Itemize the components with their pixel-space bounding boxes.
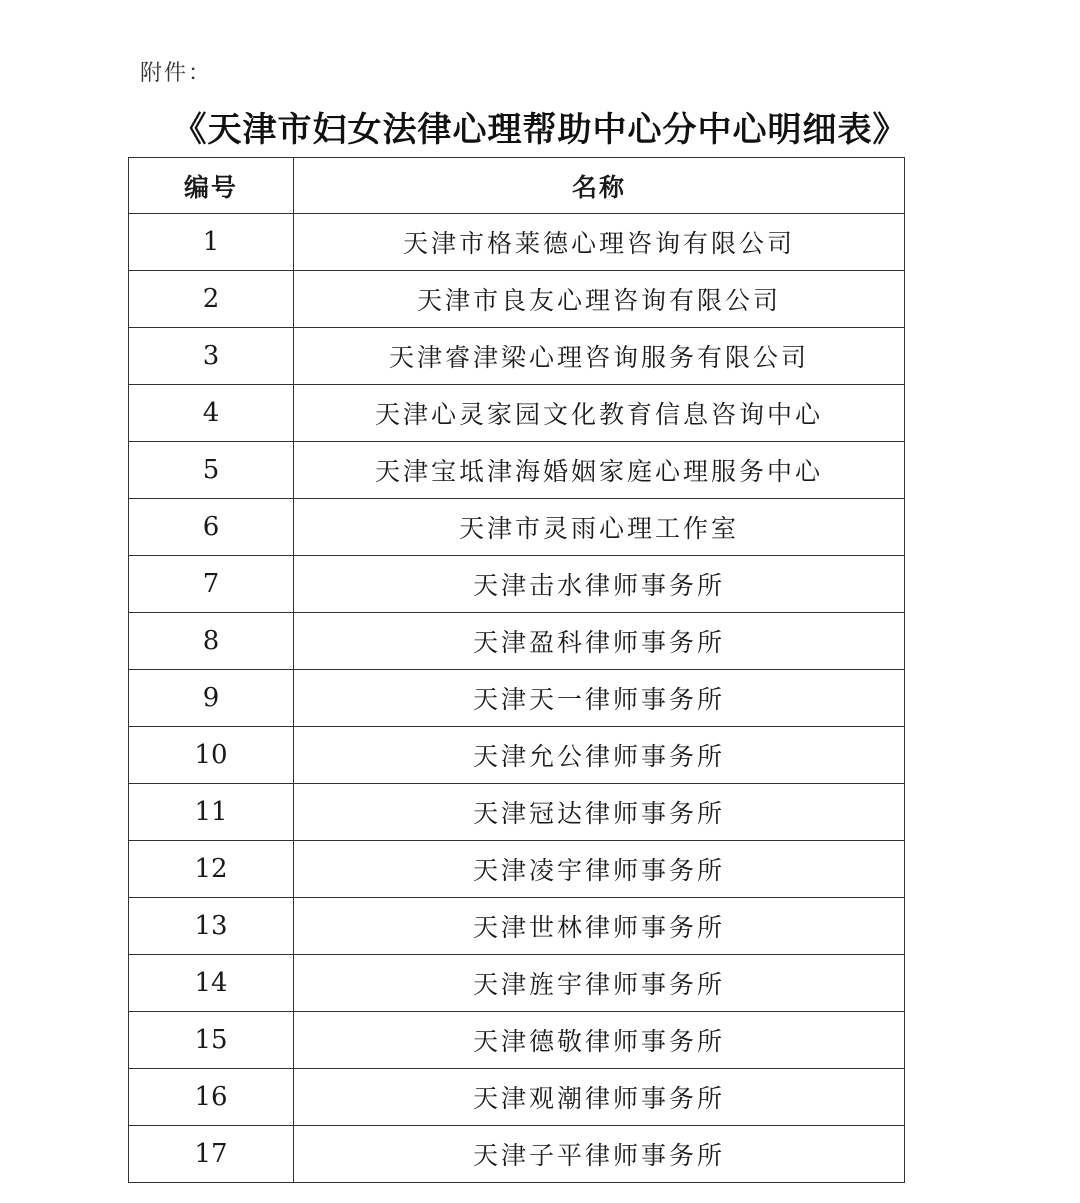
row-number: 13 (129, 898, 294, 955)
row-name: 天津击水律师事务所 (294, 556, 905, 613)
table-row (129, 784, 905, 841)
row-number: 14 (129, 955, 294, 1012)
table-header-row (129, 158, 905, 214)
row-number: 8 (129, 613, 294, 670)
row-name: 天津旌宇律师事务所 (294, 955, 905, 1012)
row-number: 12 (129, 841, 294, 898)
table-row (129, 613, 905, 670)
header-name: 名称 (294, 158, 905, 214)
row-number: 1 (129, 214, 294, 271)
row-number: 7 (129, 556, 294, 613)
row-name: 天津冠达律师事务所 (294, 784, 905, 841)
row-number: 9 (129, 670, 294, 727)
row-number: 10 (129, 727, 294, 784)
row-name: 天津盈科律师事务所 (294, 613, 905, 670)
row-name: 天津世林律师事务所 (294, 898, 905, 955)
row-name: 天津市灵雨心理工作室 (294, 499, 905, 556)
table-row (129, 955, 905, 1012)
row-number: 16 (129, 1069, 294, 1126)
row-name: 天津允公律师事务所 (294, 727, 905, 784)
row-number: 5 (129, 442, 294, 499)
row-name: 天津德敬律师事务所 (294, 1012, 905, 1069)
header-number: 编号 (129, 158, 294, 214)
row-name: 天津睿津梁心理咨询服务有限公司 (294, 328, 905, 385)
table-row (129, 727, 905, 784)
table-row (129, 1012, 905, 1069)
table-row (129, 442, 905, 499)
row-name: 天津市良友心理咨询有限公司 (294, 271, 905, 328)
document-title: 《天津市妇女法律心理帮助中心分中心明细表》 (172, 110, 908, 150)
table-row (129, 1069, 905, 1126)
table-row (129, 328, 905, 385)
row-number: 15 (129, 1012, 294, 1069)
row-number: 2 (129, 271, 294, 328)
table-row (129, 898, 905, 955)
row-name: 天津子平律师事务所 (294, 1126, 905, 1183)
row-number: 11 (129, 784, 294, 841)
row-number: 17 (129, 1126, 294, 1183)
table-row (129, 841, 905, 898)
row-name: 天津宝坻津海婚姻家庭心理服务中心 (294, 442, 905, 499)
table-row (129, 385, 905, 442)
row-number: 3 (129, 328, 294, 385)
attachment-label: 附件： (140, 61, 213, 86)
table-row (129, 214, 905, 271)
row-name: 天津天一律师事务所 (294, 670, 905, 727)
table-row (129, 670, 905, 727)
row-name: 天津市格莱德心理咨询有限公司 (294, 214, 905, 271)
table-row (129, 499, 905, 556)
row-name: 天津观潮律师事务所 (294, 1069, 905, 1126)
row-number: 4 (129, 385, 294, 442)
detail-table (128, 157, 905, 1183)
row-name: 天津心灵家园文化教育信息咨询中心 (294, 385, 905, 442)
row-number: 6 (129, 499, 294, 556)
table-row (129, 1126, 905, 1183)
table-row (129, 271, 905, 328)
row-name: 天津凌宇律师事务所 (294, 841, 905, 898)
table-row (129, 556, 905, 613)
